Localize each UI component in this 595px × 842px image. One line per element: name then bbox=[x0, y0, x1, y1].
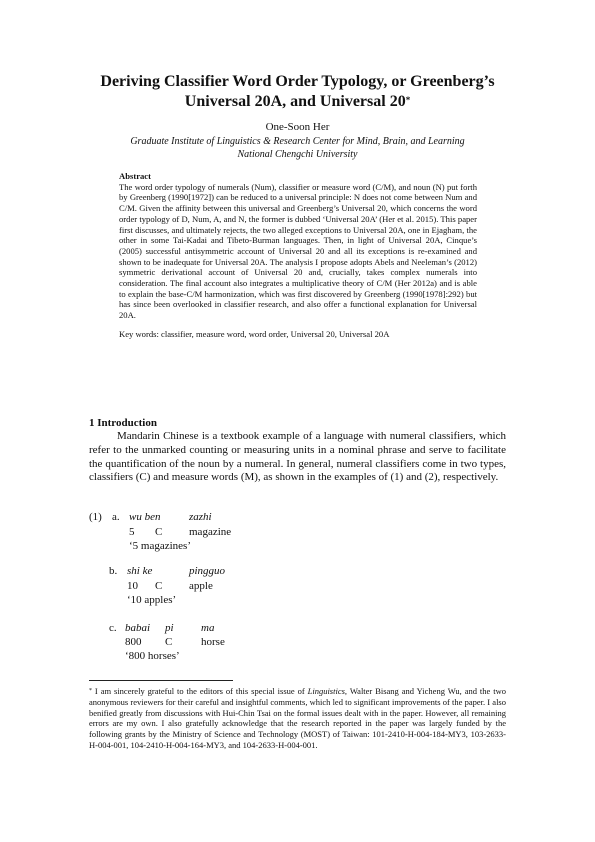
example-label: c. bbox=[109, 622, 117, 634]
affiliation-line-1: Graduate Institute of Linguistics & Research Center for Mind, Brain, and Learning bbox=[130, 136, 465, 147]
footnote-divider bbox=[89, 680, 233, 681]
footnote-text-after: , Walter Bisang and Yicheng Wu, and the two anonymous reviewers for their careful and insightful comments, which led to significant improvements of the paper. I also benified greatly from discussions with Hui-Chin Tsai on the formal issues dealt with in the paper. However, all remaining errors are my own. I also gratefully acknowledge that the research reported in the paper was largely funded by the following grants by the Ministry of Science and Technology (MOST) of Taiwan: 101-2410-H-004-184-MY3, 103-2633-H-004-001, 104-2410-H-004-164-MY3, and 104-2633-H-004-001. bbox=[89, 686, 506, 750]
footnote-text-before: I am sincerely grateful to the editors of this special issue of bbox=[92, 686, 308, 696]
example-gloss: magazine bbox=[189, 526, 232, 538]
footnote-journal: Linguistics bbox=[307, 686, 345, 696]
footnote bbox=[89, 686, 506, 751]
title-line-2 bbox=[60, 92, 535, 112]
example-number: (1) bbox=[89, 511, 102, 523]
title-line-2-text: Universal 20A, and Universal 20 bbox=[184, 93, 406, 110]
title-line-1: Deriving Classifier Word Order Typology, or Greenberg’s bbox=[100, 73, 495, 90]
example-word: babai bbox=[125, 622, 151, 634]
example-translation: ‘10 apples’ bbox=[127, 594, 177, 606]
example-word: ma bbox=[201, 622, 215, 634]
example-label: a. bbox=[112, 511, 120, 523]
example-gloss: 5 bbox=[129, 526, 135, 538]
example-gloss: 10 bbox=[127, 580, 138, 592]
example-gloss: horse bbox=[201, 636, 225, 648]
intro-paragraph: Mandarin Chinese is a textbook example of a language with numeral classifiers, which refer to the unmarked counting or measuring units in a nominal phrase and serve to facilitate the quantification of the noun by a numeral. In general, numeral classifiers come in two types, classifiers (C) and measure words (M), as shown in the examples of (1) and (2), respectively. bbox=[89, 430, 506, 484]
section-heading: 1 Introduction bbox=[89, 417, 157, 429]
abstract bbox=[119, 171, 477, 340]
example-gloss: C bbox=[155, 526, 163, 538]
affiliation bbox=[90, 135, 505, 161]
abstract-heading: Abstract bbox=[119, 171, 151, 181]
keywords: Key words: classifier, measure word, word order, Universal 20, Universal 20A bbox=[119, 328, 390, 339]
example-1 bbox=[89, 510, 389, 670]
example-translation: ‘5 magazines’ bbox=[129, 540, 191, 552]
author-name: One-Soon Her bbox=[265, 121, 330, 133]
paper-title bbox=[60, 72, 535, 112]
example-word: pi bbox=[165, 622, 174, 634]
title-footnote-mark[interactable]: * bbox=[405, 95, 411, 105]
example-word: shi ke bbox=[127, 565, 153, 577]
example-gloss: 800 bbox=[125, 636, 142, 648]
abstract-body: The word order typology of numerals (Num), classifier or measure word (C/M), and noun (N) put forth by Greenberg (1990[1972]) can be reduced to a universal principle: N does not come between Num and C/M. Given the affinity between this universal and Greenberg’s Universal 20, which concerns the word order typology of D, Num, A, and N, the former is dubbed ‘Universal 20A’ (Her et al. 2015). This paper first discusses, and ultimately rejects, the two alleged exceptions to Universal 20A, one in Ejagham, the other in some Tai-Kadai and Tibeto-Burman languages. Then, in light of Universal 20A, Cinque’s (2005) successful antisymmetric account of Universal 20 and all its exceptions is re-examined and shown to be inadequate for Universal 20A. The analysis I propose adopts Abels and Neeleman’s (2012) symmetric derivational account of Universal 20 and, crucially, takes complex numerals into consideration. The final account also integrates a multiplicative theory of C/M (Her 2012a) and is able to explain the base-C/M harmonization, which was first discovered by Greenberg (1990[1978]:292) but has since been overlooked in classifier research, and also offer a functional explanation for Universal 20A. bbox=[119, 181, 477, 321]
example-word: wu ben bbox=[129, 511, 161, 523]
affiliation-line-2: National Chengchi University bbox=[237, 149, 358, 160]
example-gloss: apple bbox=[189, 580, 213, 592]
example-gloss: C bbox=[165, 636, 173, 648]
example-label: b. bbox=[109, 565, 118, 577]
example-gloss: C bbox=[155, 580, 163, 592]
footnote-mark: * bbox=[89, 688, 92, 694]
example-word: zazhi bbox=[189, 511, 212, 523]
example-word: pingguo bbox=[189, 565, 226, 577]
example-translation: ‘800 horses’ bbox=[125, 650, 180, 662]
